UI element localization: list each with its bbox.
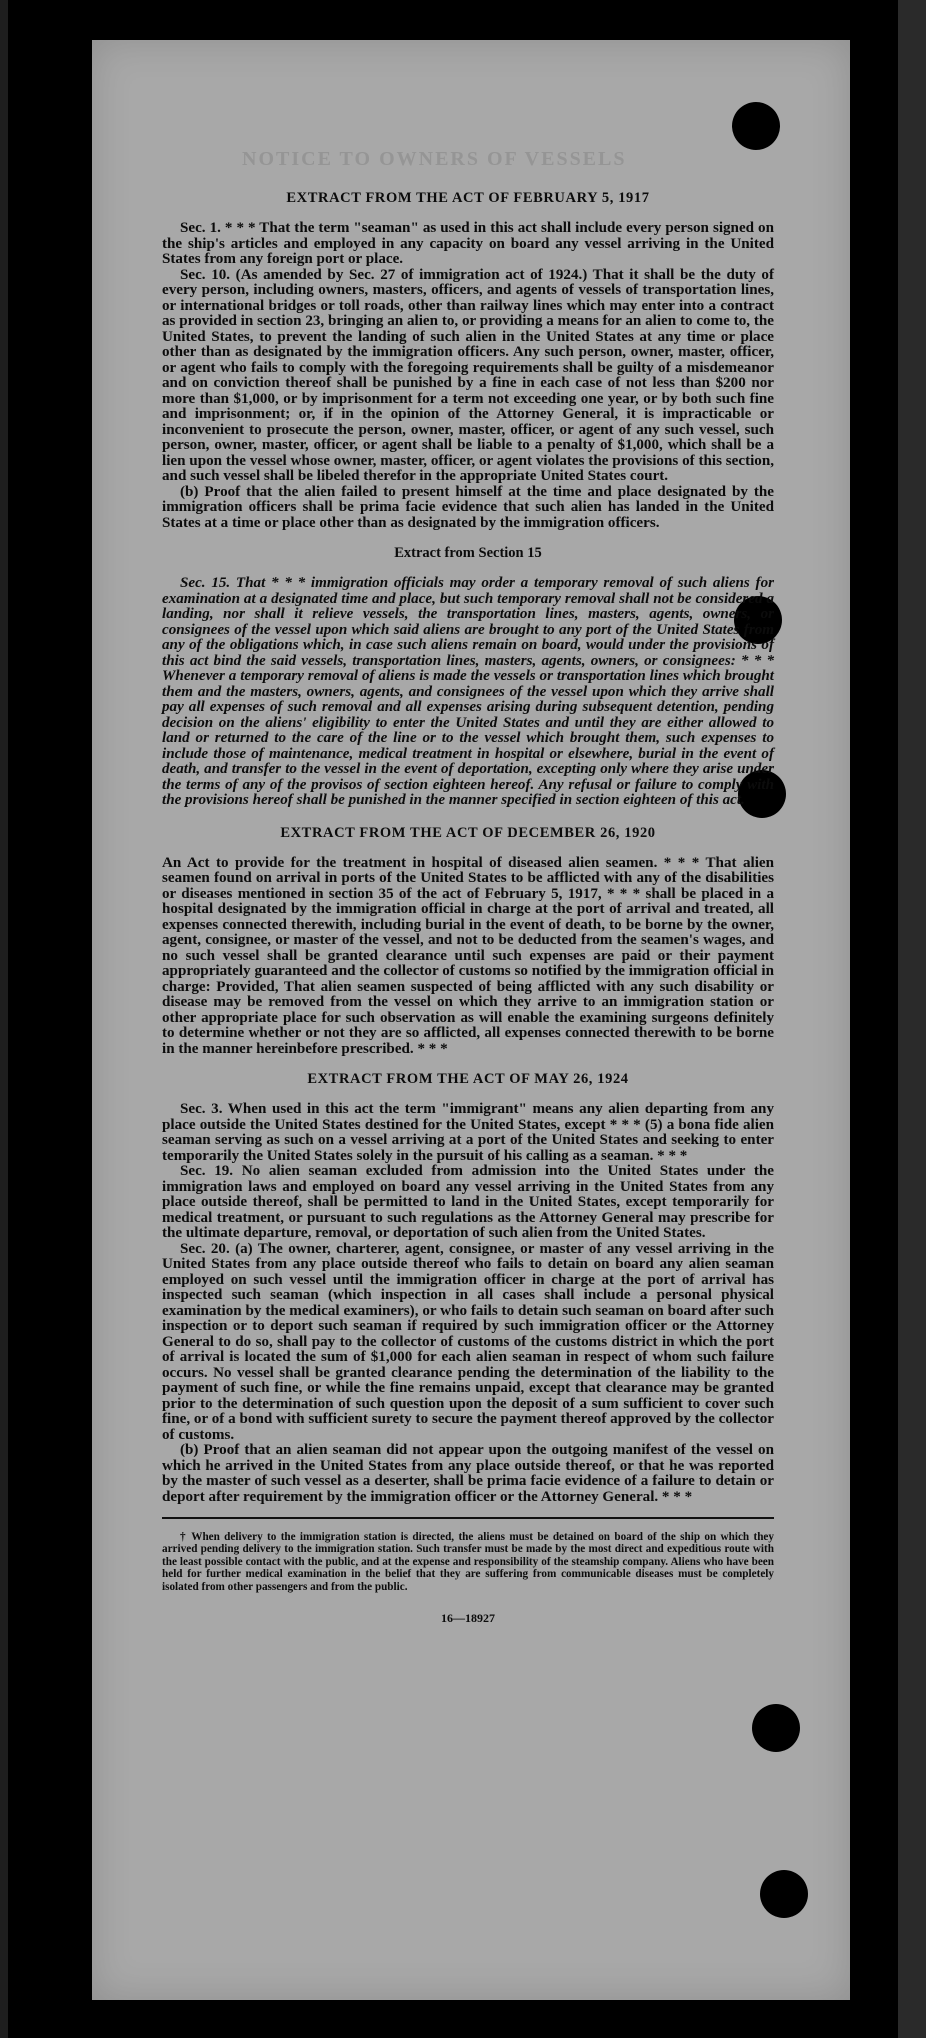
section-1-paragraph: Sec. 1. * * * That the term "seaman" as used in this act shall include every person signed on the ship's articles and employed in any capacity on board any vessel arriving in the United States from any foreign port or place. — [162, 220, 774, 267]
document-body — [162, 190, 774, 1626]
section-10-paragraph: Sec. 10. (As amended by Sec. 27 of immigration act of 1924.) That it shall be the duty of every person, including owners, masters, officers, and agents of vessels of transportation lines, or international bridges or toll roads, other than railway lines which may enter into a contract as provided in section 23, bringing an alien to, or providing a means for an alien to come to, the United States, to prevent the landing of such alien in the United States at any time or place other than as designated by the immigration officers. Any such person, owner, master, officer, or agent who fails to comply with the foregoing requirements shall be guilty of a misdemeanor and on conviction thereof shall be punished by a fine in each case of not less than $200 nor more than $1,000, or by imprisonment for a term not exceeding one year, or by both such fine and imprisonment; or, if in the opinion of the Attorney General, it is impracticable or inconvenient to prosecute the person, owner, master, officer, or agent of any such vessel, such person, owner, master, officer, or agent shall be liable to a penalty of $1,000, which shall be a lien upon the vessel whose owner, master, officer, or agent violates the provisions of this section, and such vessel shall be libeled therefor in the appropriate United States court. — [162, 266, 774, 484]
act-1920-paragraph: An Act to provide for the treatment in hospital of diseased alien seamen. * * * That alien seamen found on arrival in ports of the United States to be afflicted with any of the disabilities or diseases mentioned in section 35 of the act of February 5, 1917, * * * shall be placed in a hospital designated by the immigration official in charge at the port of arrival and treated, all expenses connected therewith, including burial in the event of death, to be borne by the owner, agent, consignee, or master of the vessel, and not to be deducted from the seamen's wages, and no such vessel shall be granted clearance until such expenses are paid or their payment appropriately guaranteed and the collector of customs so notified by the immigration official in charge: Provided, That alien seamen suspected of being afflicted with any such disability or disease may be removed from the vessel on which they arrive to an immigration station or other appropriate place for such observation as will enable the examining surgeons definitely to determine whether or not they are so afflicted, all expenses connected therewith to be borne in the manner hereinbefore prescribed. * * * — [162, 854, 774, 1057]
section-3-paragraph: Sec. 3. When used in this act the term "immigrant" means any alien departing from any place outside the United States destined for the United States, except * * * (5) a bona fide alien seaman serving as such on a vessel arriving at a port of the United States and seeking to enter temporarily the United States solely in the pursuit of his calling as a seaman. * * * — [162, 1101, 774, 1164]
punch-hole-top — [732, 102, 780, 150]
section-20a-paragraph: Sec. 20. (a) The owner, charterer, agent, consignee, or master of any vessel arriving in the United States from any place outside thereof who fails to detain on board any alien seaman employed on such vessel until the immigration officer in charge at the port of arrival has inspected such seaman (which inspection in all cases shall include a personal physical examination by the medical examiners), or who fails to detain such seaman on board after such inspection or to deport such seaman if required by such immigration officer or the Attorney General to do so, shall pay to the collector of customs of the customs district in which the port of arrival is located the sum of $1,000 for each alien seaman in respect of whom such failure occurs. No vessel shall be granted clearance pending the determination of the liability to the payment of such fine, or while the fine remains unpaid, except that clearance may be granted prior to the determination of such question upon the deposit of a sum sufficient to cover such fine, or of a bond with sufficient surety to secure the payment thereof approved by the collector of customs. — [162, 1240, 774, 1443]
heading-act-1917: EXTRACT FROM THE ACT OF FEBRUARY 5, 1917 — [286, 190, 650, 206]
punch-hole-lower — [752, 1704, 800, 1752]
subheading-section-15: Extract from Section 15 — [394, 545, 542, 561]
section-19-paragraph: Sec. 19. No alien seaman excluded from admission into the United States under the immigration laws and employed on board any vessel arriving in the United States from any place outside thereof, shall be permitted to land in the United States, except temporarily for medical treatment, or pursuant to such regulations as the Attorney General may prescribe for the ultimate departure, removal, or deportation of such alien from the United States. — [162, 1163, 774, 1241]
faint-bleedthrough-header: NOTICE TO OWNERS OF VESSELS — [242, 148, 627, 170]
section-10b-paragraph: (b) Proof that the alien failed to present himself at the time and place designated by the immigration officers shall be prima facie evidence that such alien has landed in the United States at a time or place other than as designated by the immigration officers. — [162, 483, 774, 531]
heading-act-1920: EXTRACT FROM THE ACT OF DECEMBER 26, 1920 — [280, 824, 656, 841]
document-page — [92, 40, 850, 2000]
footnote-text: † When delivery to the immigration station is directed, the aliens must be detained on board of the ship on which they arrived pending delivery to the immigration station. Such transfer must be made by the most direct and expeditious route with the least possible contact with the public, and at the expense and responsibility of the steamship company. Aliens who have been held for further medical examination in the belief that they are suffering from communicable diseases must be completely isolated from other passengers and from the public. — [162, 1531, 774, 1593]
page-number: 16—18927 — [441, 1611, 495, 1626]
section-20b-paragraph: (b) Proof that an alien seaman did not appear upon the outgoing manifest of the vessel on which he arrived in the United States from any place outside thereof, or that he was reported by the master of such vessel as a deserter, shall be prima facie evidence of a failure to detain or deport after requirement by the immigration officer or the Attorney General. * * * — [162, 1442, 774, 1505]
punch-hole-bottom — [760, 1870, 808, 1918]
scan-left-edge — [0, 0, 8, 2038]
heading-act-1924: EXTRACT FROM THE ACT OF MAY 26, 1924 — [307, 1071, 629, 1087]
section-15-paragraph: Sec. 15. That * * * immigration officials may order a temporary removal of such aliens for examination at a designated time and place, but such temporary removal shall not be considered a landing, nor shall it relieve vessels, the transportation lines, masters, agents, owners, or consignees of the vessel upon which said aliens are brought to any port of the United States from any of the obligations which, in case such aliens remain on board, would under the provisions of this act bind the said vessels, transportation lines, masters, agents, owners, or consignees: * * * Whenever a temporary removal of aliens is made the vessels or transportation lines which brought them and the masters, owners, agents, and consignees of the vessel upon which they arrive shall pay all expenses of such removal and all expenses arising during subsequent detention, pending decision on the aliens' eligibility to enter the United States and until they are either allowed to land or returned to the care of the line or to the vessel which brought them, such expenses to include those of maintenance, medical treatment in hospital or elsewhere, burial in the event of death, and transfer to the vessel in the event of deportation, excepting only where they arise under the terms of any of the provisos of section eighteen hereof. Any refusal or failure to comply with the provisions hereof shall be punished in the manner specified in section eighteen of this act. — [162, 575, 774, 808]
scan-right-edge — [898, 0, 926, 2038]
